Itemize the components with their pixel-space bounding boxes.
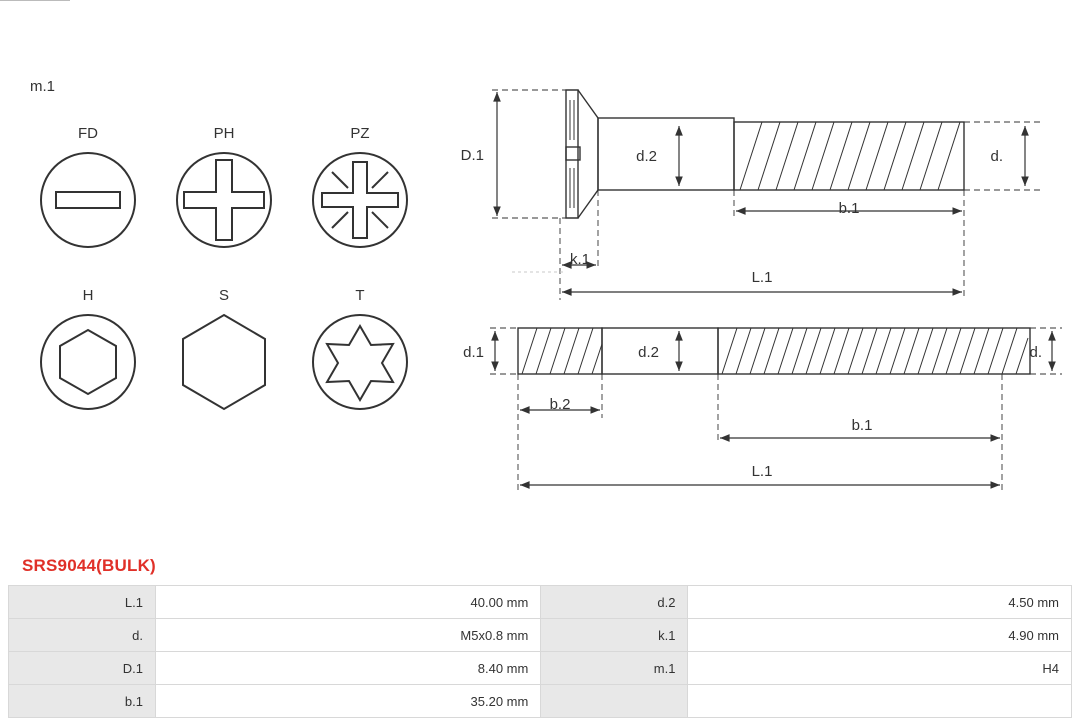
dim-stud-d-label: d. xyxy=(1029,344,1042,361)
dim-d2-label: d.2 xyxy=(636,148,657,165)
spec-value: 40.00 mm xyxy=(155,586,540,619)
spec-key: L.1 xyxy=(9,586,156,619)
spec-key: D.1 xyxy=(9,652,156,685)
drive-type-label: T xyxy=(355,287,365,304)
drive-type-label: FD xyxy=(78,125,98,142)
stud-drawing xyxy=(463,328,1062,492)
dim-stud-b1-label: b.1 xyxy=(851,417,873,434)
dim-L1-label: L.1 xyxy=(751,269,773,286)
spec-value: 35.20 mm xyxy=(155,685,540,718)
dim-b1-label: b.1 xyxy=(838,200,860,217)
product-code: SRS9044(BULK) xyxy=(22,556,156,575)
specifications-table xyxy=(8,585,1072,718)
spec-key: k.1 xyxy=(541,619,688,652)
spec-key: d.2 xyxy=(541,586,688,619)
spec-value-empty xyxy=(688,685,1072,718)
dim-d-label: d. xyxy=(990,148,1003,165)
spec-key-empty xyxy=(541,685,688,718)
drive-type-label: S xyxy=(218,287,229,304)
dim-stud-L1-label: L.1 xyxy=(751,463,773,480)
spec-value: M5x0.8 mm xyxy=(155,619,540,652)
spec-key: d. xyxy=(9,619,156,652)
spec-value: 8.40 mm xyxy=(155,652,540,685)
dim-k1-label: k.1 xyxy=(569,251,591,268)
table-row xyxy=(9,685,1072,718)
drive-type-group-label: m.1 xyxy=(30,78,56,95)
dim-D1-label: D.1 xyxy=(460,147,484,164)
spec-value: 4.90 mm xyxy=(688,619,1072,652)
drive-type-label: H xyxy=(82,287,94,304)
dim-stud-d1-label: d.1 xyxy=(463,344,484,361)
countersunk-screw-drawing xyxy=(461,90,1040,300)
spec-value: 4.50 mm xyxy=(688,586,1072,619)
table-row xyxy=(9,586,1072,619)
table-row xyxy=(9,619,1072,652)
spec-key: m.1 xyxy=(541,652,688,685)
dim-b2-label: b.2 xyxy=(549,396,571,413)
table-row xyxy=(9,652,1072,685)
spec-key: b.1 xyxy=(9,685,156,718)
drive-type-label: PH xyxy=(213,125,235,142)
drive-type-label: PZ xyxy=(350,125,370,142)
dim-stud-d2-label: d.2 xyxy=(638,344,659,361)
spec-value: H4 xyxy=(688,652,1072,685)
